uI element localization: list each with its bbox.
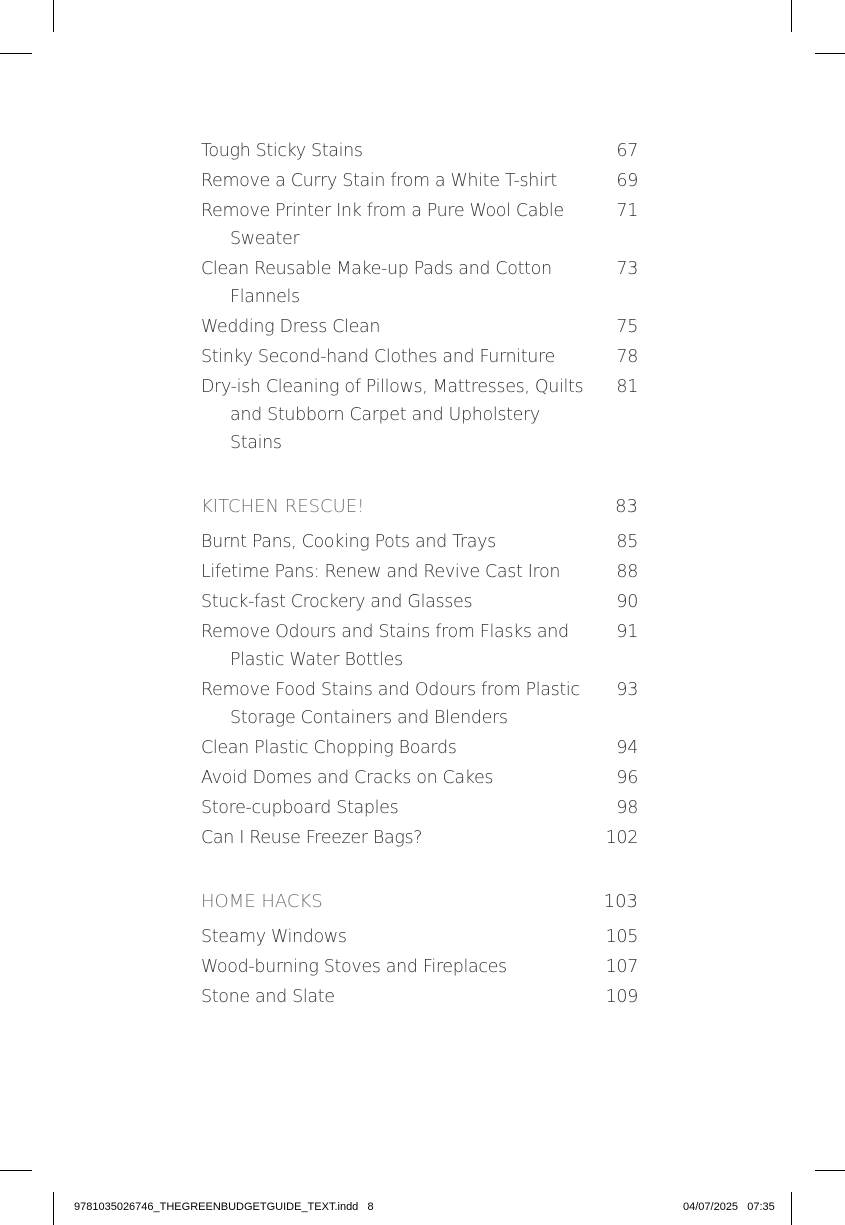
toc-entry-page: 75 — [616, 317, 638, 337]
toc-entry-title: Dry-ish Cleaning of Pillows, Mattresses, Quilts and Stubborn Carpet and Upholstery Stains — [201, 377, 584, 453]
toc-entry-title: Stuck-fast Crockery and Glasses — [201, 592, 473, 612]
toc-entry-title: Remove Food Stains and Odours from Plastic Storage Containers and Blenders — [201, 680, 580, 728]
toc-entry-title: Clean Reusable Make-up Pads and Cotton Flannels — [201, 259, 552, 307]
toc-entry — [201, 983, 638, 1011]
slug-datetime: 04/07/2025 07:35 — [683, 1201, 775, 1213]
crop-mark-right-bottom — [815, 1170, 845, 1171]
toc-entry — [201, 794, 638, 822]
toc-entry — [201, 676, 638, 732]
toc-entry-page: 88 — [616, 562, 638, 582]
toc-entry-title: Store-cupboard Staples — [201, 798, 399, 818]
toc-entry-title: Steamy Windows — [201, 927, 347, 947]
toc-entry-page: 90 — [616, 592, 638, 612]
toc-entry — [201, 343, 638, 371]
crop-mark-top-left — [53, 0, 54, 32]
crop-mark-right-top — [815, 53, 845, 54]
crop-mark-bottom-left — [53, 1192, 54, 1225]
toc-entry — [201, 618, 638, 674]
toc-entry-page: 93 — [616, 680, 638, 700]
toc-entry-title: Avoid Domes and Cracks on Cakes — [201, 768, 494, 788]
toc-entry — [201, 167, 638, 195]
toc-section-heading — [201, 493, 638, 521]
toc-entry — [201, 764, 638, 792]
toc-entry-page: 67 — [616, 141, 638, 161]
toc-entry-page: 78 — [616, 347, 638, 367]
toc-entry — [201, 923, 638, 951]
slug-filename: 9781035026746_THEGREENBUDGETGUIDE_TEXT.indd 8 — [74, 1201, 374, 1213]
toc-entry-page: 94 — [616, 738, 638, 758]
toc-section-page: 103 — [603, 891, 638, 912]
toc-entry-page: 85 — [616, 532, 638, 552]
toc-entry-title: Clean Plastic Chopping Boards — [201, 738, 457, 758]
toc-entry-page: 107 — [605, 957, 638, 977]
toc-entry — [201, 588, 638, 616]
toc-entry-title: Lifetime Pans: Renew and Revive Cast Iron — [201, 562, 561, 582]
toc-entry — [201, 137, 638, 165]
toc-entry-title: Wood-burning Stoves and Fireplaces — [201, 957, 507, 977]
toc-entry — [201, 373, 638, 457]
toc-entry — [201, 313, 638, 341]
toc-section-title: HOME HACKS — [201, 891, 323, 912]
toc-entry-title: Remove Odours and Stains from Flasks and Plastic Water Bottles — [201, 622, 569, 670]
toc-entry — [201, 528, 638, 556]
toc-entry-title: Stone and Slate — [201, 987, 335, 1007]
toc-entry-title: Can I Reuse Freezer Bags? — [201, 828, 423, 848]
toc-entry — [201, 824, 638, 852]
toc-entry-page: 71 — [616, 201, 638, 221]
toc-entry-title: Burnt Pans, Cooking Pots and Trays — [201, 532, 496, 552]
toc-entry — [201, 953, 638, 981]
toc-entry-page: 109 — [605, 987, 638, 1007]
toc-entry-page: 105 — [605, 927, 638, 947]
crop-mark-top-right — [791, 0, 792, 32]
table-of-contents — [201, 137, 638, 1013]
toc-entry-page: 91 — [616, 622, 638, 642]
toc-entry — [201, 197, 638, 253]
toc-entry-page: 96 — [616, 768, 638, 788]
toc-entry-page: 81 — [616, 377, 638, 397]
toc-entry-page: 98 — [616, 798, 638, 818]
toc-entry-page: 73 — [616, 259, 638, 279]
toc-entry-page: 102 — [605, 828, 638, 848]
toc-entry-title: Wedding Dress Clean — [201, 317, 381, 337]
crop-mark-left-top — [0, 53, 32, 54]
crop-mark-bottom-right — [791, 1192, 792, 1225]
toc-entry-title: Stinky Second-hand Clothes and Furniture — [201, 347, 555, 367]
toc-entry — [201, 558, 638, 586]
toc-section-page: 83 — [615, 496, 638, 517]
toc-entry-page: 69 — [616, 171, 638, 191]
toc-entry — [201, 734, 638, 762]
crop-mark-left-bottom — [0, 1170, 32, 1171]
toc-section-title: KITCHEN RESCUE! — [201, 496, 365, 517]
toc-section-heading — [201, 888, 638, 916]
toc-entry-title: Remove a Curry Stain from a White T-shirt — [201, 171, 557, 191]
toc-entry-title: Tough Sticky Stains — [201, 141, 363, 161]
toc-entry-title: Remove Printer Ink from a Pure Wool Cable Sweater — [201, 201, 564, 249]
toc-entry — [201, 255, 638, 311]
